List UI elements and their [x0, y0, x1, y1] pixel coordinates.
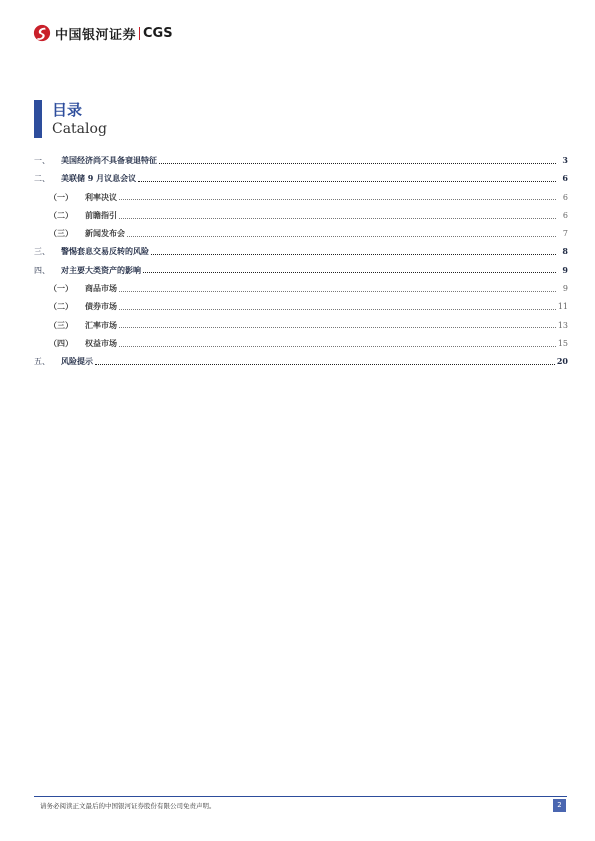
footer-disclaimer: 请务必阅读正文最后的中国银河证券股份有限公司免责声明。 — [40, 802, 216, 810]
toc-entry-number: （三） — [49, 319, 73, 330]
toc-leader-dots — [143, 272, 556, 273]
toc-entry-title: 汇率市场 — [85, 319, 117, 330]
toc-entry[interactable] — [34, 352, 568, 370]
cgs-logo-icon — [33, 24, 51, 42]
toc-leader-dots — [119, 218, 556, 219]
toc-entry-title: 对主要大类资产的影响 — [61, 264, 141, 275]
toc-entry[interactable] — [34, 261, 568, 279]
toc-entry-number: （三） — [49, 228, 73, 239]
logo-separator — [139, 27, 140, 40]
logo-english-text: CGS — [143, 25, 173, 41]
toc-entry-page: 8 — [562, 246, 568, 257]
toc-entry[interactable] — [34, 316, 568, 334]
toc-entry[interactable] — [34, 151, 568, 169]
toc-entry-number: 二、 — [34, 174, 50, 184]
toc-entry-page: 6 — [562, 210, 568, 220]
page-title-cn: 目录 — [52, 101, 83, 119]
toc-entry[interactable] — [34, 206, 568, 224]
logo-chinese-text: 中国银河证券 — [55, 27, 137, 43]
toc-entry-number: 五、 — [34, 357, 50, 367]
toc-entry[interactable] — [34, 169, 568, 187]
toc-leader-dots — [119, 327, 556, 328]
toc-entry-title: 美联储 9 月议息会议 — [61, 173, 137, 184]
toc-leader-dots — [119, 199, 556, 200]
title-accent-bar — [34, 100, 42, 138]
toc-entry-page: 11 — [557, 302, 568, 312]
company-logo — [33, 24, 173, 42]
toc-entry-number: （二） — [49, 301, 73, 312]
toc-entry-title: 商品市场 — [85, 283, 117, 294]
toc-entry-title: 前瞻指引 — [85, 209, 117, 220]
toc-entry[interactable] — [34, 242, 568, 260]
toc-entry-page: 7 — [562, 229, 568, 239]
toc-entry-page: 6 — [562, 173, 568, 184]
toc-entry[interactable] — [34, 334, 568, 352]
toc-leader-dots — [138, 181, 556, 182]
toc-entry-number: 一、 — [34, 156, 50, 165]
toc-entry-title: 权益市场 — [85, 337, 117, 348]
toc-entry-page: 20 — [556, 356, 568, 367]
toc-entry[interactable] — [34, 297, 568, 315]
page-title-en: Catalog — [52, 121, 107, 137]
toc-entry-page: 13 — [557, 320, 568, 330]
page-number-badge: 2 — [553, 799, 566, 812]
toc-entry-title: 风险提示 — [61, 356, 93, 367]
toc-entry-page: 9 — [562, 284, 568, 294]
toc-entry-page: 6 — [562, 192, 568, 202]
toc-leader-dots — [127, 236, 556, 237]
toc-entry-title: 新闻发布会 — [85, 228, 125, 239]
toc-entry-title: 债券市场 — [85, 301, 117, 312]
toc-entry-title: 警惕套息交易反转的风险 — [61, 246, 149, 257]
toc-entry-number: （一） — [49, 191, 73, 202]
toc-leader-dots — [151, 254, 556, 255]
toc-entry-page: 9 — [562, 264, 568, 275]
toc-leader-dots — [119, 346, 556, 347]
toc-entry-title: 利率决议 — [85, 191, 117, 202]
toc-leader-dots — [119, 291, 556, 292]
toc-leader-dots — [95, 364, 555, 365]
toc-leader-dots — [159, 163, 556, 164]
toc-entry-number: （四） — [49, 337, 73, 348]
toc-entry[interactable] — [34, 188, 568, 206]
table-of-contents — [34, 151, 568, 371]
footer-divider — [34, 796, 567, 797]
toc-entry[interactable] — [34, 224, 568, 242]
toc-entry-page: 3 — [562, 155, 568, 165]
toc-leader-dots — [119, 309, 556, 310]
toc-entry-number: （一） — [49, 283, 73, 294]
toc-entry-number: 四、 — [34, 265, 50, 275]
toc-entry-page: 15 — [557, 338, 568, 348]
toc-entry-number: 三、 — [34, 247, 50, 257]
toc-entry-number: （二） — [49, 209, 73, 220]
toc-entry-title: 美国经济尚不具备衰退特征 — [61, 155, 157, 165]
toc-entry[interactable] — [34, 279, 568, 297]
